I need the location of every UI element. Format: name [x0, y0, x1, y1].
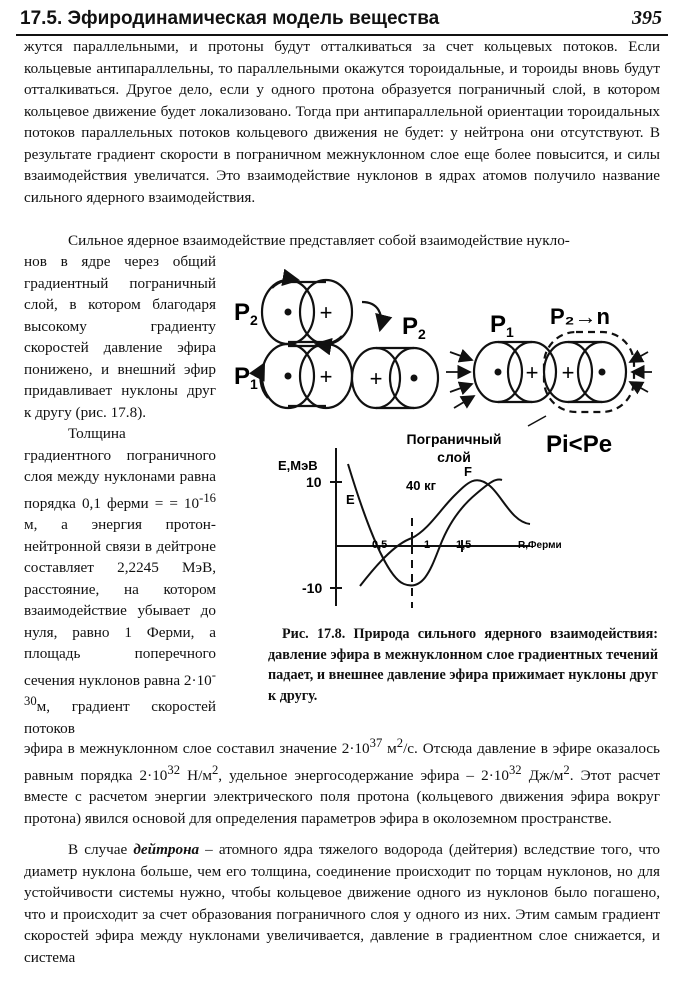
paragraph-5 [24, 839, 660, 968]
plus-sign: + [561, 360, 575, 385]
plus-sign: + [319, 300, 333, 325]
label-p2-left: $P_2$ [234, 299, 258, 328]
proton-p1-left [260, 344, 352, 408]
p3-exponent-2: -30 [24, 667, 216, 709]
plus-sign: + [369, 366, 383, 391]
section-title: 17.5. Эфиродинамическая модель вещества [20, 8, 440, 29]
p5-text-b: – атомного ядра тяжелого водорода (дейтерия) вследствие того, что диаметр нуклона больше, чем его толщина, соединение происходит по торцам нуклонов, но для устойчивости системы нужно, чтобы кольцевое движение одного из нуклонов было погашено, что и происходит за счет образования пограничного слоя у одного из них. Этим самым градиент скоростей эфира между нуклонами увеличивается, давление в градиентном слое снижается, и система [24, 841, 661, 966]
p4-exponent: 32 [508, 762, 522, 777]
dot-icon [285, 373, 292, 380]
running-header [16, 6, 668, 36]
y-tick-10: 10 [306, 474, 322, 490]
label-p2-middle: $P_2$ [402, 313, 426, 342]
curved-arrow-icon [362, 302, 381, 330]
page-number: 395 [632, 7, 662, 29]
x-tick-1-5: 1,5 [456, 539, 472, 551]
paragraph-2-first-line: Сильное ядерное взаимодействие представляет собой взаимодействие нукло- [68, 232, 570, 249]
paragraph-1: жутся параллельными, и протоны будут отталкиваться за счет кольцевых потоков. Если кольцевые антипараллельны, то параллельными окажутся тороидальные, и тороиды вновь будут отталкиваться. Другое дело, если у одного протона образуется пограничный слой, в котором кольцевое движение будет локализовано. Тогда при антипараллельной ориентации тороидальных потоков параллельных потоков кольцевого движения не будет: у нейтрона они отсутствуют. В результате градиент скорости в пограничном межнуклонном слое еще более повысится, и силы взаимодействия увеличатся. Это взаимодействие нуклонов в ядрах атомов получило название сильного ядерного взаимодействия. [24, 38, 660, 206]
p4-text-g: . Этот расчет вместе с расчетом энергии электрического поля протона (кольцевого движения эфира вокруг протона) явился основой для определения параметров эфира в околоземном пространстве. [24, 766, 660, 827]
dot-icon [285, 309, 292, 316]
p3-text-c: м, градиент скоростей потоков [24, 698, 216, 737]
curve-e-label: E [346, 492, 355, 507]
paragraph-3 [24, 423, 216, 739]
dot-icon [411, 375, 418, 382]
dot-icon [495, 369, 502, 376]
figure-17-8 [228, 268, 668, 618]
p4-exponent: 2 [211, 762, 219, 777]
proton-p2-left [262, 280, 352, 345]
p4-text-b: м [382, 740, 397, 758]
label-p1-left: $P_1$ [234, 363, 258, 392]
emphasis-deuteron: дейтрона [133, 841, 200, 858]
p4-exponent: 32 [167, 762, 181, 777]
boundary-label-1: Пограничный [406, 431, 502, 447]
boundary-pointer [528, 416, 546, 426]
p4-text-f: Дж/м [521, 766, 564, 784]
p4-exponent: 37 [369, 736, 383, 750]
plus-sign: + [525, 360, 539, 385]
p4-text-e: , удельное энергосодержание эфира – 2·10 [218, 766, 509, 784]
p4-exponent: 2 [396, 736, 404, 750]
x-axis-label: R,Ферми [518, 540, 562, 551]
pressure-inequality: Pi<Pe [546, 431, 613, 458]
dot-icon [599, 369, 606, 376]
curve-f-label: F [464, 464, 472, 479]
p3-text-a: Толщина градиентного пограничного слоя между нуклонами равна порядка 0,1 ферми = = 10 [24, 425, 216, 512]
x-tick-1: 1 [424, 539, 431, 551]
plus-sign: + [319, 364, 333, 389]
proton-pair-middle [352, 348, 438, 408]
p4-text-d: Н/м [180, 766, 212, 784]
label-p1-right: $P_1$ [490, 311, 514, 340]
p5-text-a: В случае [68, 841, 134, 858]
label-p2-to-n: P₂→n [550, 304, 610, 329]
wrapped-text-column [24, 251, 216, 739]
force-label: 40 кг [406, 478, 436, 493]
y-axis-label: E,МэВ [278, 458, 318, 473]
p4-exponent: 2 [563, 762, 570, 777]
energy-graph [278, 448, 562, 608]
paragraph-2-rest: нов в ядре через общий градиентный пограничный слой, в котором благодаря высокому градиенту скоростей давление эфира понижено, и внешний эфир придавливает нуклоны друг к другу (рис. 17.8). [24, 253, 216, 421]
p4-text-a: эфира в межнуклонном слое составил значение 2·10 [24, 740, 370, 758]
figure-caption: Рис. 17.8. Природа сильного ядерного взаимодействия: давление эфира в межнуклонном слое градиентных течений падает, и внешнее давление эфира прижимает нуклоны друг к другу. [268, 626, 658, 704]
y-tick-minus-10: -10 [302, 580, 323, 596]
p3-text-b: м, а энергия протон-нейтронной связи в дейтроне составляет 2,2245 МэВ, расстояние, на котором взаимодействие убывает до нуля, равно 1 Ферми, а площадь поперечного сечения нуклонов равна 2·10 [24, 516, 216, 689]
p4-text-c: /с. Отсюда давление в эфире оказалось равным порядка 2·10 [24, 740, 660, 784]
boundary-label-2: слой [437, 449, 471, 465]
paragraph-4 [24, 733, 660, 829]
x-tick-0-5: 0,5 [372, 539, 388, 551]
p3-exponent-1: -16 [199, 490, 216, 505]
